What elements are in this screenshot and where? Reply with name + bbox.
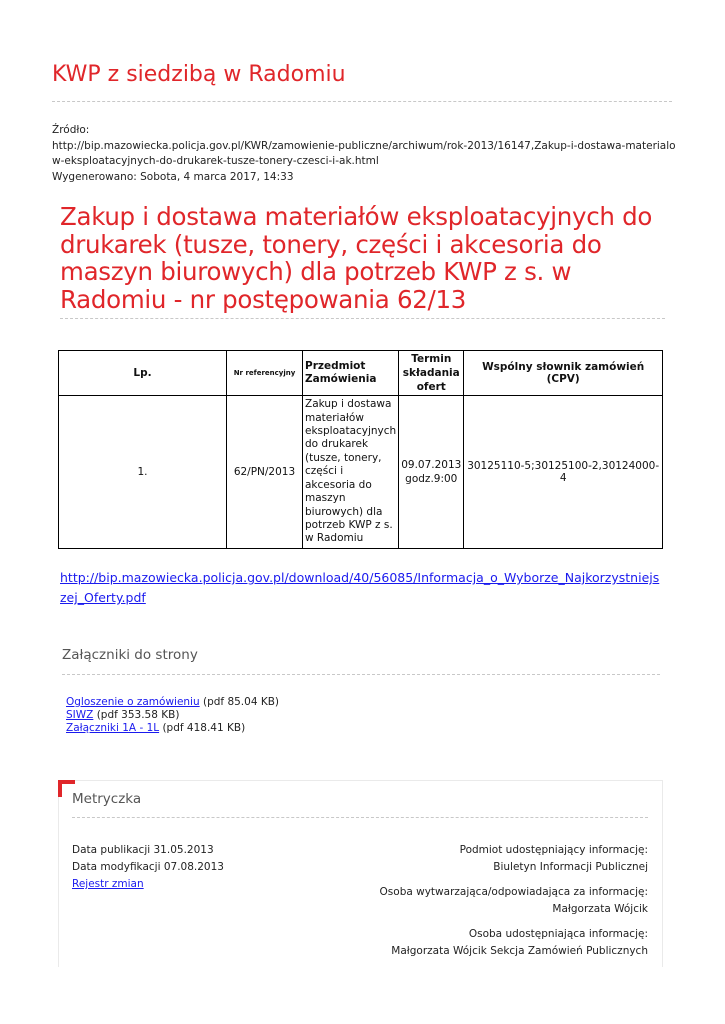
attachment-link-ogloszenie[interactable]: Ogloszenie o zamówieniu <box>66 696 200 708</box>
cell-przedmiot: Zakup i dostawa materiałów eksploatacyjnych do drukarek (tusze, tonery, części i akcesoria do maszyn biurowych) dla potrzeb KWP z s. w Radomiu <box>303 396 399 549</box>
header-termin: Termin składania ofert <box>399 351 464 396</box>
attachment-info: (pdf 353.58 KB) <box>96 709 180 721</box>
source-label: Źródło: <box>52 124 90 136</box>
cell-nr-referencyjny: 62/PN/2013 <box>227 396 303 549</box>
cell-lp: 1. <box>59 396 227 549</box>
modification-date: Data modyfikacji 07.08.2013 <box>72 861 224 873</box>
attachment-item <box>66 696 279 709</box>
metryczka-heading: Metryczka <box>72 791 142 807</box>
source-url-line-1: http://bip.mazowiecka.policja.gov.pl/KWR/zamowienie-publiczne/archiwum/rok-2013/16147,Zakup-i-dostawa-materialo <box>52 139 676 152</box>
provider-group <box>318 842 648 876</box>
attachment-item <box>66 709 279 722</box>
metryczka-persons <box>318 842 648 968</box>
attachments-heading: Załączniki do strony <box>62 647 198 663</box>
cell-cpv: 30125110-5;30125100-2,30124000-4 <box>464 396 663 549</box>
publication-date: Data publikacji 31.05.2013 <box>72 844 214 856</box>
author-label: Osoba wytwarzająca/odpowiadająca za informację: <box>379 886 648 898</box>
header-lp: Lp. <box>59 351 227 396</box>
provider-value: Biuletyn Informacji Publicznej <box>493 861 648 873</box>
source-block <box>52 123 682 185</box>
header-nr-referencyjny: Nr referencyjny <box>227 351 303 396</box>
publisher-label: Osoba udostępniająca informację: <box>468 928 648 940</box>
metryczka-corner-mark-vertical <box>58 780 62 797</box>
publisher-value: Małgorzata Wójcik Sekcja Zamówień Publicznych <box>391 945 648 957</box>
author-group <box>318 884 648 918</box>
attachment-link-zalaczniki[interactable]: Załączniki 1A - 1L <box>66 722 160 734</box>
header-cpv: Wspólny słownik zamówień (CPV) <box>464 351 663 396</box>
table-header-row <box>59 351 663 396</box>
procurement-table <box>58 350 663 549</box>
download-link[interactable]: http://bip.mazowiecka.policja.gov.pl/download/40/56085/Informacja_o_Wyborze_Najkorzystniejszej_Oferty.pdf <box>60 570 660 605</box>
attachment-item <box>66 722 279 735</box>
title-divider <box>60 318 665 319</box>
author-value: Małgorzata Wójcik <box>552 903 648 915</box>
header-przedmiot: Przedmiot Zamówienia <box>303 351 399 396</box>
attachments-list <box>66 696 279 735</box>
cell-termin: 09.07.2013 godz.9:00 <box>399 396 464 549</box>
site-title: KWP z siedzibą w Radomiu <box>52 62 346 87</box>
source-url-line-2: w-eksploatacyjnych-do-drukarek-tusze-tonery-czesci-i-ak.html <box>52 155 379 167</box>
attachments-divider <box>62 674 660 675</box>
metryczka-divider <box>72 817 648 818</box>
page-title: Zakup i dostawa materiałów eksploatacyjnych do drukarek (tusze, tonery, części i akcesoria do maszyn biurowych) dla potrzeb KWP z s. w Radomiu - nr postępowania 62/13 <box>60 202 653 314</box>
header-divider <box>52 101 672 102</box>
attachment-info: (pdf 418.41 KB) <box>162 722 246 734</box>
table-row <box>59 396 663 549</box>
generated-timestamp: Wygenerowano: Sobota, 4 marca 2017, 14:33 <box>52 170 294 183</box>
attachment-link-siwz[interactable]: SIWZ <box>66 709 94 721</box>
attachment-info: (pdf 85.04 KB) <box>202 696 280 708</box>
metryczka-dates <box>72 842 224 893</box>
publisher-group <box>318 926 648 960</box>
provider-label: Podmiot udostępniający informację: <box>459 844 648 856</box>
registry-link[interactable]: Rejestr zmian <box>72 878 144 890</box>
